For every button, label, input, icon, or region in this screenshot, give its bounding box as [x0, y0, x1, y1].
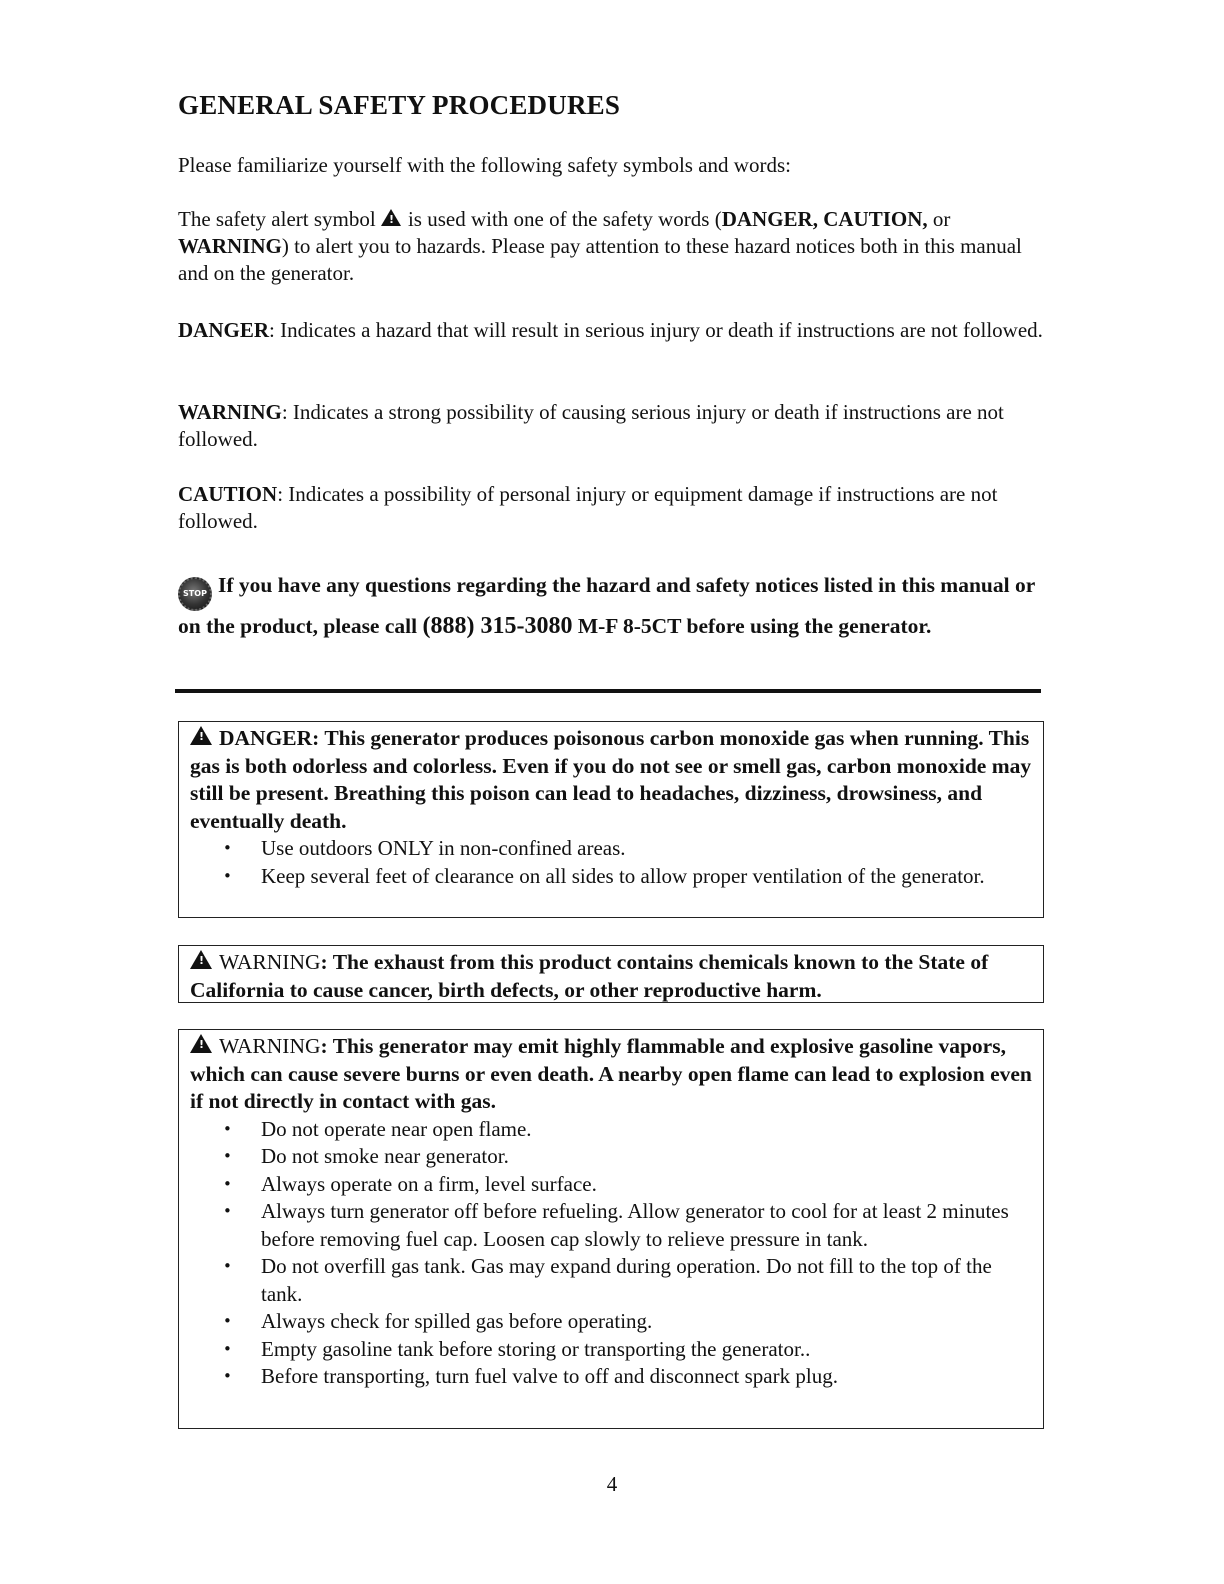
warning-exhaust-label: WARNING [219, 950, 321, 974]
list-item: • Empty gasoline tank before storing or transporting the generator.. [261, 1336, 1033, 1364]
warning-gasoline-label: WARNING [219, 1034, 321, 1058]
safety-alert-paragraph [178, 206, 1043, 287]
warning-gasoline-heading: !WARNING: This generator may emit highly flammable and explosive gasoline vapors, which can cause severe burns or even death. A nearby open flame can lead to explosion even if not directly in contact with gas. [190, 1033, 1033, 1116]
stop-notice-text-2: before using the generator. [686, 614, 932, 638]
alert-text-pre: The safety alert symbol [178, 207, 376, 231]
alert-text-mid: is used with one of the safety words ( [407, 207, 722, 231]
warning-term: WARNING [178, 400, 282, 424]
stop-notice-text-1: If you have any questions regarding the hazard and safety notices listed in this manual or on the product, please call [178, 573, 1035, 638]
alert-text-post: ) to alert you to hazards. Please pay attention to these hazard notices both in this manual and on the generator. [178, 234, 1022, 285]
list-item: • Do not overfill gas tank. Gas may expand during operation. Do not fill to the top of the tank. [261, 1253, 1033, 1308]
safety-alert-icon [190, 1034, 212, 1053]
caution-term: CAUTION [178, 482, 278, 506]
warning-exhaust-heading: !WARNING: The exhaust from this product contains chemicals known to the State of California to cause cancer, birth defects, or other reproductive harm. [190, 949, 1033, 1004]
danger-carbon-monoxide-box [178, 721, 1044, 918]
danger-box-text: This generator produces poisonous carbon monoxide gas when running. This gas is both odorless and colorless. Even if you do not see or smell gas, carbon monoxide may still be present. Breathing this poison can lead to headaches, dizziness, drowsiness, and eventually death. [190, 726, 1032, 833]
intro-paragraph: Please familiarize yourself with the following safety symbols and words: [178, 153, 791, 177]
warning-exhaust-box [178, 945, 1044, 1003]
warning-gasoline-text: This generator may emit highly flammable and explosive gasoline vapors, which can cause severe burns or even death. A nearby open flame can lead to explosion even if not directly in contact with gas. [190, 1034, 1032, 1113]
list-item: • Always operate on a firm, level surface. [261, 1171, 1033, 1199]
support-phone-number: (888) 315-3080 [422, 613, 573, 639]
list-item: • Keep several feet of clearance on all sides to allow proper ventilation of the generator. [261, 863, 1033, 891]
danger-term: DANGER [178, 318, 270, 342]
caution-definition-text: : Indicates a possibility of personal injury or equipment damage if instructions are not followed. [178, 482, 998, 533]
safety-alert-icon [381, 209, 401, 226]
warning-gasoline-box [178, 1029, 1044, 1429]
list-item: • Before transporting, turn fuel valve to off and disconnect spark plug. [261, 1363, 1033, 1391]
support-hours: M-F 8-5CT [577, 614, 682, 638]
danger-box-label: DANGER: [219, 726, 320, 750]
caution-definition [178, 481, 1043, 535]
list-item: • Use outdoors ONLY in non-confined areas. [261, 835, 1033, 863]
alert-words-2: WARNING [178, 234, 282, 258]
alert-words-1: DANGER, CAUTION, [721, 207, 928, 231]
danger-definition-text: : Indicates a hazard that will result in serious injury or death if instructions are not followed. [269, 318, 1043, 342]
stop-notice [178, 570, 1048, 642]
safety-alert-icon [190, 726, 212, 745]
list-item: • Always turn generator off before refueling. Allow generator to cool for at least 2 minutes before removing fuel cap. Loosen cap slowly to relieve pressure in tank. [261, 1198, 1033, 1253]
danger-box-heading [190, 725, 1033, 835]
danger-box-bullets [190, 835, 1033, 890]
stop-sign-icon: STOP [178, 577, 212, 611]
safety-alert-icon [190, 950, 212, 969]
section-divider [175, 689, 1041, 693]
alert-text-or: or [932, 207, 951, 231]
page-title: GENERAL SAFETY PROCEDURES [178, 90, 621, 120]
list-item: • Always check for spilled gas before operating. [261, 1308, 1033, 1336]
warning-definition [178, 399, 1043, 453]
list-item: • Do not operate near open flame. [261, 1116, 1033, 1144]
danger-definition [178, 317, 1043, 344]
page-number: 4 [606, 1472, 618, 1496]
warning-definition-text: : Indicates a strong possibility of causing serious injury or death if instructions are not followed. [178, 400, 1004, 451]
list-item: • Do not smoke near generator. [261, 1143, 1033, 1171]
warning-gasoline-bullets [190, 1116, 1033, 1391]
warning-exhaust-text: The exhaust from this product contains chemicals known to the State of California to cause cancer, birth defects, or other reproductive harm. [190, 950, 989, 1002]
